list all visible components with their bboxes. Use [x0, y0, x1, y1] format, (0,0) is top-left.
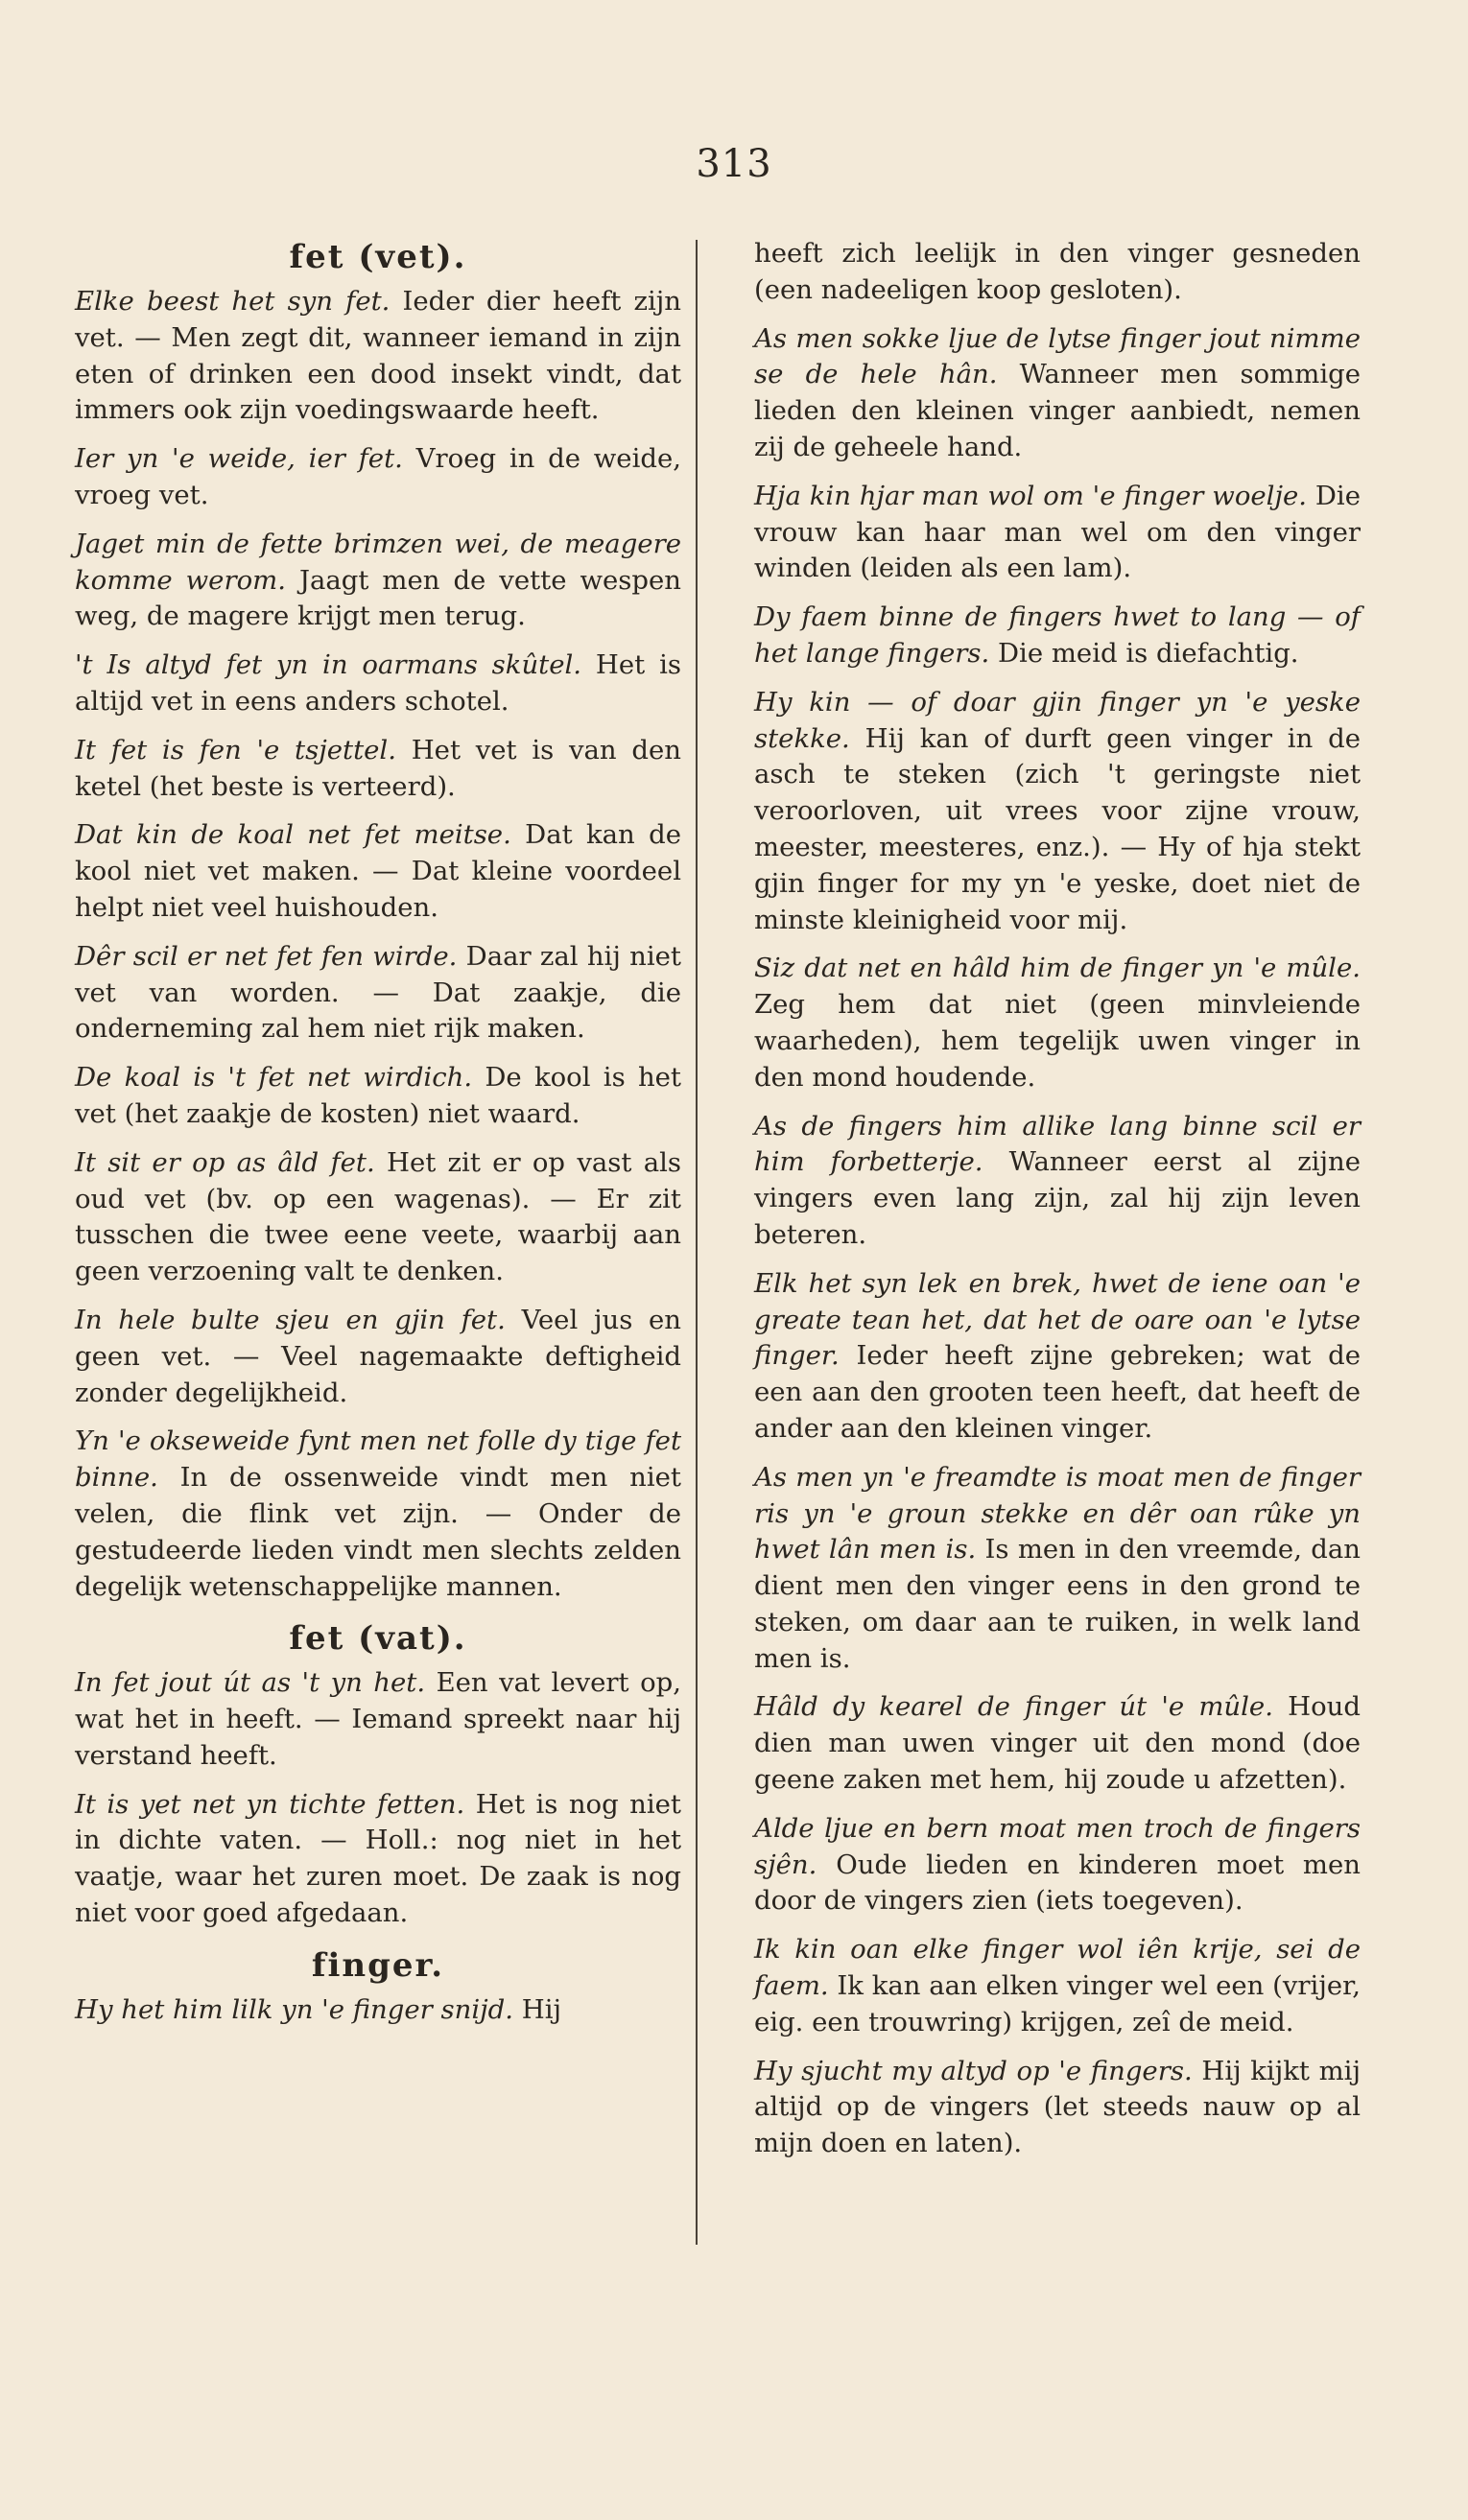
dictionary-entry — [75, 817, 681, 926]
dictionary-entry — [754, 1689, 1361, 1798]
dutch-translation: Ieder heeft zijne gebreken; wat de een aan den grooten teen heeft, dat heeft de ander aan den kleinen vinger. — [754, 1340, 1361, 1444]
dictionary-entry — [754, 321, 1361, 466]
frisian-phrase: Alde ljue en bern moat men troch de fingers sjên. — [754, 1812, 1361, 1880]
frisian-phrase: Hy sjucht my altyd op 'e fingers. — [754, 2055, 1193, 2086]
dutch-translation: Is men in den vreemde, dan dient men den vinger eens in den grond te steken, om daar aan te ruiken, in welk land men is. — [754, 1534, 1361, 1674]
section-heading: fet (vat). — [289, 1619, 467, 1659]
dictionary-entry — [754, 1932, 1361, 2040]
frisian-phrase: Dat kin de koal net fet meitse. — [75, 819, 511, 851]
frisian-phrase: In hele bulte sjeu en gjin fet. — [75, 1304, 506, 1335]
right-column — [754, 236, 1361, 2175]
frisian-phrase: Hy kin — of doar gjin finger yn 'e yeske stekke. — [754, 686, 1361, 754]
dictionary-entry — [75, 1992, 681, 2029]
frisian-phrase: Ik kin oan elke finger wol iên krije, sei de faem. — [754, 1934, 1361, 2002]
dutch-translation: Dat kan de kool niet vet maken. — Dat kleine voordeel helpt niet veel huishouden. — [75, 819, 681, 923]
dutch-translation: Veel jus en geen vet. — Veel nagemaakte deftigheid zonder degelijkheid. — [75, 1304, 682, 1408]
dictionary-entry — [75, 1060, 681, 1133]
dictionary-entry — [754, 600, 1361, 672]
dutch-translation: heeft zich leelijk in den vinger gesneden (een nadeeligen koop gesloten). — [754, 238, 1361, 305]
frisian-phrase: As men yn 'e freamdte is moat men de finger ris yn 'e groun stekke en dêr oan rûke yn hwet lân men is. — [754, 1461, 1361, 1566]
frisian-phrase: Hâld dy kearel de finger út 'e mûle. — [754, 1691, 1273, 1723]
frisian-phrase: It fet is fen 'e tsjettel. — [75, 734, 396, 765]
dictionary-entry — [75, 939, 681, 1048]
dutch-translation: Wanneer eerst al zijne vingers even lang zijn, zal hij zijn leven beteren. — [754, 1146, 1361, 1250]
frisian-phrase: Yn 'e okseweide fynt men net folle dy tige fet binne. — [75, 1425, 681, 1494]
dutch-translation: Ieder dier heeft zijn vet. — Men zegt dit, wanneer iemand in zijn eten of drinken een dood insekt vindt, dat immers ook zijn voedingswaarde heeft. — [75, 286, 681, 426]
dictionary-entry — [75, 527, 681, 635]
dutch-translation: Een vat levert op, wat het in heeft. — Iemand spreekt naar hij verstand heeft. — [75, 1667, 681, 1771]
dictionary-entry — [754, 1811, 1361, 1919]
frisian-phrase: It is yet net yn tichte fetten. — [75, 1788, 465, 1820]
frisian-phrase: As de fingers him allike lang binne scil er him forbetterje. — [754, 1110, 1361, 1178]
dutch-translation: Hij kijkt mij altijd op de vingers (let steeds nauw op al mijn doen en laten). — [754, 2055, 1361, 2159]
dutch-translation: Ik kan aan elken vinger wel een (vrijer, eig. een trouwring) krijgen, zeî de meid. — [754, 1970, 1361, 2037]
dutch-translation: Die meid is diefachtig. — [997, 637, 1299, 669]
frisian-phrase: 't Is altyd fet yn in oarmans skûtel. — [75, 649, 582, 681]
frisian-phrase: Elke beest het syn fet. — [75, 286, 391, 317]
dictionary-entry — [754, 685, 1361, 939]
dutch-translation: Het vet is van den ketel (het beste is verteerd). — [75, 734, 681, 802]
page-number: 313 — [696, 142, 772, 186]
frisian-phrase: De koal is 't fet net wirdich. — [75, 1062, 473, 1094]
dictionary-entry — [75, 284, 681, 429]
dutch-translation: Het is altijd vet in eens anders schotel. — [75, 649, 681, 717]
dutch-translation: Hij kan of durft geen vinger in de asch te steken (zich 't geringste niet veroorloven, uit vrees voor zijne vrouw, meester, meesteres, enz.). — Hy of hja stekt gjin finger for my yn 'e yeske, doet niet de minste kleinigheid voor mij. — [754, 722, 1361, 935]
dutch-translation: Hij — [521, 1993, 562, 2025]
section-heading: finger. — [311, 1945, 445, 1985]
frisian-phrase: Dêr scil er net fet fen wirde. — [75, 940, 458, 972]
dutch-translation: Die vrouw kan haar man wel om den vinger winden (leiden als een lam). — [754, 480, 1361, 584]
dutch-translation: Houd dien man uwen vinger uit den mond (doe geene zaken met hem, hij zoude u afzetten). — [754, 1691, 1361, 1796]
dictionary-entry — [75, 441, 681, 514]
frisian-phrase: It sit er op as âld fet. — [75, 1146, 375, 1178]
column-divider — [696, 240, 698, 2245]
frisian-phrase: In fet jout út as 't yn het. — [75, 1667, 426, 1699]
dictionary-entry — [75, 1424, 681, 1605]
dutch-translation: Wanneer men sommige lieden den kleinen vinger aanbiedt, nemen zij de geheele hand. — [754, 359, 1361, 462]
dutch-translation: In de ossenweide vindt men niet velen, die flink vet zijn. — Onder de gestudeerde lieden vindt men slechts zelden degelijk wetenschappelijke mannen. — [75, 1462, 681, 1602]
frisian-phrase: Jaget min de fette brimzen wei, de meagere komme werom. — [75, 528, 681, 596]
dictionary-entry — [754, 236, 1361, 309]
frisian-phrase: Hja kin hjar man wol om 'e finger woelje. — [754, 480, 1307, 511]
frisian-phrase: Siz dat net en hâld him de finger yn 'e mûle. — [754, 953, 1361, 984]
frisian-phrase: Hy het him lilk yn 'e finger snijd. — [75, 1993, 514, 2025]
left-column — [75, 236, 681, 2041]
dictionary-entry — [754, 2054, 1361, 2162]
dictionary-entry — [754, 1460, 1361, 1678]
dutch-translation: Daar zal hij niet vet van worden. — Dat zaakje, die onderneming zal hem niet rijk maken. — [75, 940, 681, 1045]
dutch-translation: Zeg hem dat niet (geen minvleiende waarheden), hem tegelijk uwen vinger in den mond houdende. — [754, 989, 1361, 1093]
frisian-phrase: Elk het syn lek en brek, hwet de iene oan 'e greate tean het, dat het de oare oan 'e lytse finger. — [754, 1267, 1361, 1372]
dictionary-entry — [75, 733, 681, 806]
frisian-phrase: Dy faem binne de fingers hwet to lang — of het lange fingers. — [754, 601, 1361, 669]
dictionary-entry — [75, 1787, 681, 1932]
dictionary-entry — [75, 648, 681, 720]
dictionary-entry — [75, 1145, 681, 1290]
dutch-translation: Het zit er op vast als oud vet (bv. op een wagenas). — Er zit tusschen die twee eene veete, waarbij aan geen verzoening valt te denken. — [75, 1146, 681, 1287]
dictionary-entry — [754, 951, 1361, 1095]
dictionary-entry — [75, 1303, 681, 1411]
dictionary-entry — [75, 1665, 681, 1774]
dictionary-entry — [754, 1109, 1361, 1254]
dutch-translation: Vroeg in de weide, vroeg vet. — [75, 443, 681, 510]
dictionary-entry — [754, 479, 1361, 587]
dutch-translation: Jaagt men de vette wespen weg, de magere krijgt men terug. — [75, 564, 681, 632]
dutch-translation: Oude lieden en kinderen moet men door de vingers zien (iets toegeven). — [754, 1849, 1361, 1917]
dictionary-entry — [754, 1266, 1361, 1448]
frisian-phrase: As men sokke ljue de lytse finger jout nimme se de hele hân. — [754, 322, 1361, 390]
dutch-translation: Het is nog niet in dichte vaten. — Holl.: nog niet in het vaatje, waar het zuren moet. De zaak is nog niet voor goed afgedaan. — [75, 1788, 681, 1929]
dutch-translation: De kool is het vet (het zaakje de kosten) niet waard. — [75, 1062, 681, 1129]
frisian-phrase: Ier yn 'e weide, ier fet. — [75, 443, 403, 475]
section-heading: fet (vet). — [289, 238, 467, 276]
